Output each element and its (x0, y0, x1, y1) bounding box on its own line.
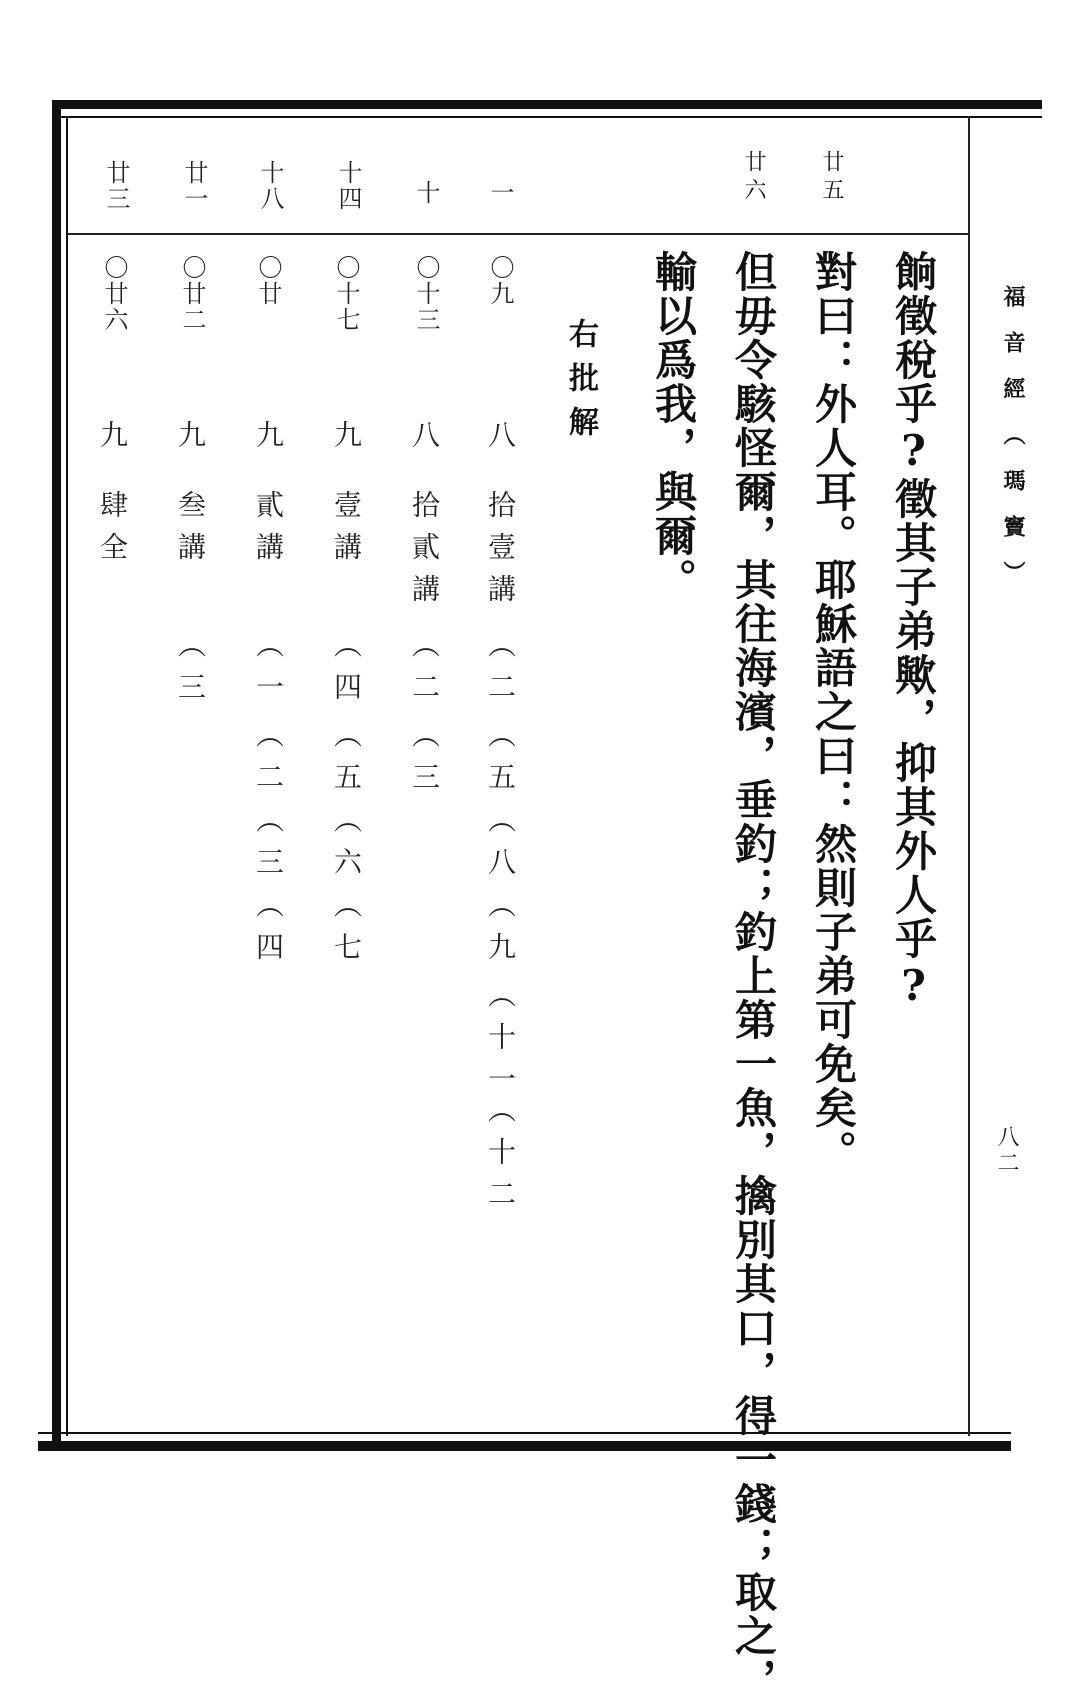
row-part: （二 (252, 720, 285, 804)
row-part: （三 (174, 630, 207, 714)
verse-number: 廿五 (819, 150, 844, 206)
row-lecture: 貳講 (252, 490, 285, 574)
row-ref: 〇十三 (412, 255, 440, 333)
row-part: （五 (484, 720, 517, 804)
row-number: 十四 (334, 160, 362, 212)
row-chapter: 九 (174, 420, 207, 462)
page-number: 八二 (994, 1125, 1019, 1177)
row-part: （三 (252, 805, 285, 889)
row-chapter: 九 (252, 420, 285, 462)
row-number: 十八 (256, 160, 284, 212)
row-number: 廿三 (102, 160, 130, 212)
row-ref: 〇廿六 (100, 255, 128, 333)
row-part: （十二 (484, 1095, 517, 1221)
row-lecture: 肆全 (96, 490, 129, 574)
verse-number: 廿六 (741, 150, 766, 206)
verse-text-line: 輸以爲我，與爾。 (649, 250, 698, 602)
running-head: 福音經（瑪竇） (1000, 285, 1026, 607)
row-number: 十 (412, 180, 440, 206)
row-chapter: 九 (330, 420, 363, 462)
row-chapter: 九 (96, 420, 129, 462)
row-ref: 〇廿二 (178, 255, 206, 333)
row-ref: 〇九 (486, 255, 514, 307)
row-part: （四 (252, 890, 285, 974)
row-part: （五 (330, 720, 363, 804)
row-part: （十一 (484, 980, 517, 1106)
row-part: （三 (408, 720, 441, 804)
row-part: （七 (330, 890, 363, 974)
row-ref: 〇廿 (254, 255, 282, 307)
row-part: （四 (330, 630, 363, 714)
row-part: （八 (484, 805, 517, 889)
verse-text-line: 但毋令駭怪爾，其往海濱，垂釣；釣上第一魚，擒別其口，得一錢；取之， (729, 250, 778, 1702)
row-number: 一 (486, 180, 514, 206)
verse-text-line: 對曰：外人耳。耶穌語之曰：然則子弟可免矣。 (809, 250, 858, 1174)
row-lecture: 壹講 (330, 490, 363, 574)
row-part: （九 (484, 890, 517, 974)
row-lecture: 拾貳講 (408, 490, 441, 616)
row-lecture: 拾壹講 (484, 490, 517, 616)
table-title: 右批解 (563, 318, 598, 450)
row-part: （一 (252, 630, 285, 714)
row-number: 廿一 (180, 160, 208, 212)
row-lecture: 叁講 (174, 490, 207, 574)
row-part: （二 (484, 630, 517, 714)
verse-text-line: 餉徵稅乎?徵其子弟歟，抑其外人乎? (889, 250, 938, 1012)
row-part: （六 (330, 805, 363, 889)
row-ref: 〇十七 (332, 255, 360, 333)
row-chapter: 八 (484, 420, 517, 462)
row-part: （二 (408, 630, 441, 714)
row-chapter: 八 (408, 420, 441, 462)
